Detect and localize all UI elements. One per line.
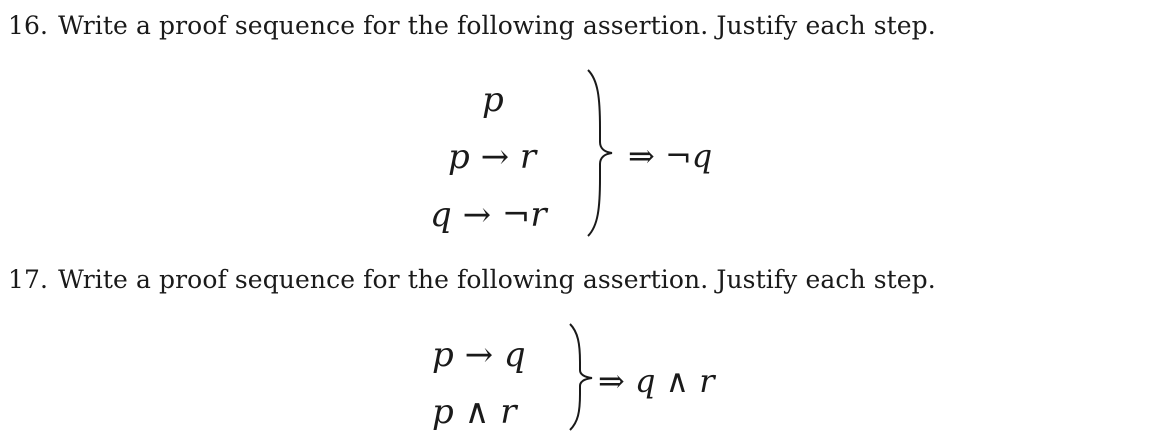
problem-instruction: Write a proof sequence for the following assertion. Justify each step. [58,11,936,40]
premise-q-implies-not-r: q → ¬r [430,195,547,235]
conclusion-not-q: ⇒ ¬q [628,137,713,175]
right-brace [580,68,620,238]
premise-p-implies-r: p → r [448,137,537,177]
conclusion-q-and-r: ⇒ q ∧ r [598,362,715,400]
premise-p-and-r: p ∧ r [432,392,517,432]
problem-17-statement [8,265,936,295]
right-brace [560,322,600,432]
problem-number: 16. [8,11,49,40]
problem-number: 17. [8,265,49,294]
premise-p: p [482,80,504,120]
premise-p-implies-q: p → q [432,335,526,375]
problem-16-statement [8,11,936,41]
problem-instruction: Write a proof sequence for the following assertion. Justify each step. [58,265,936,294]
